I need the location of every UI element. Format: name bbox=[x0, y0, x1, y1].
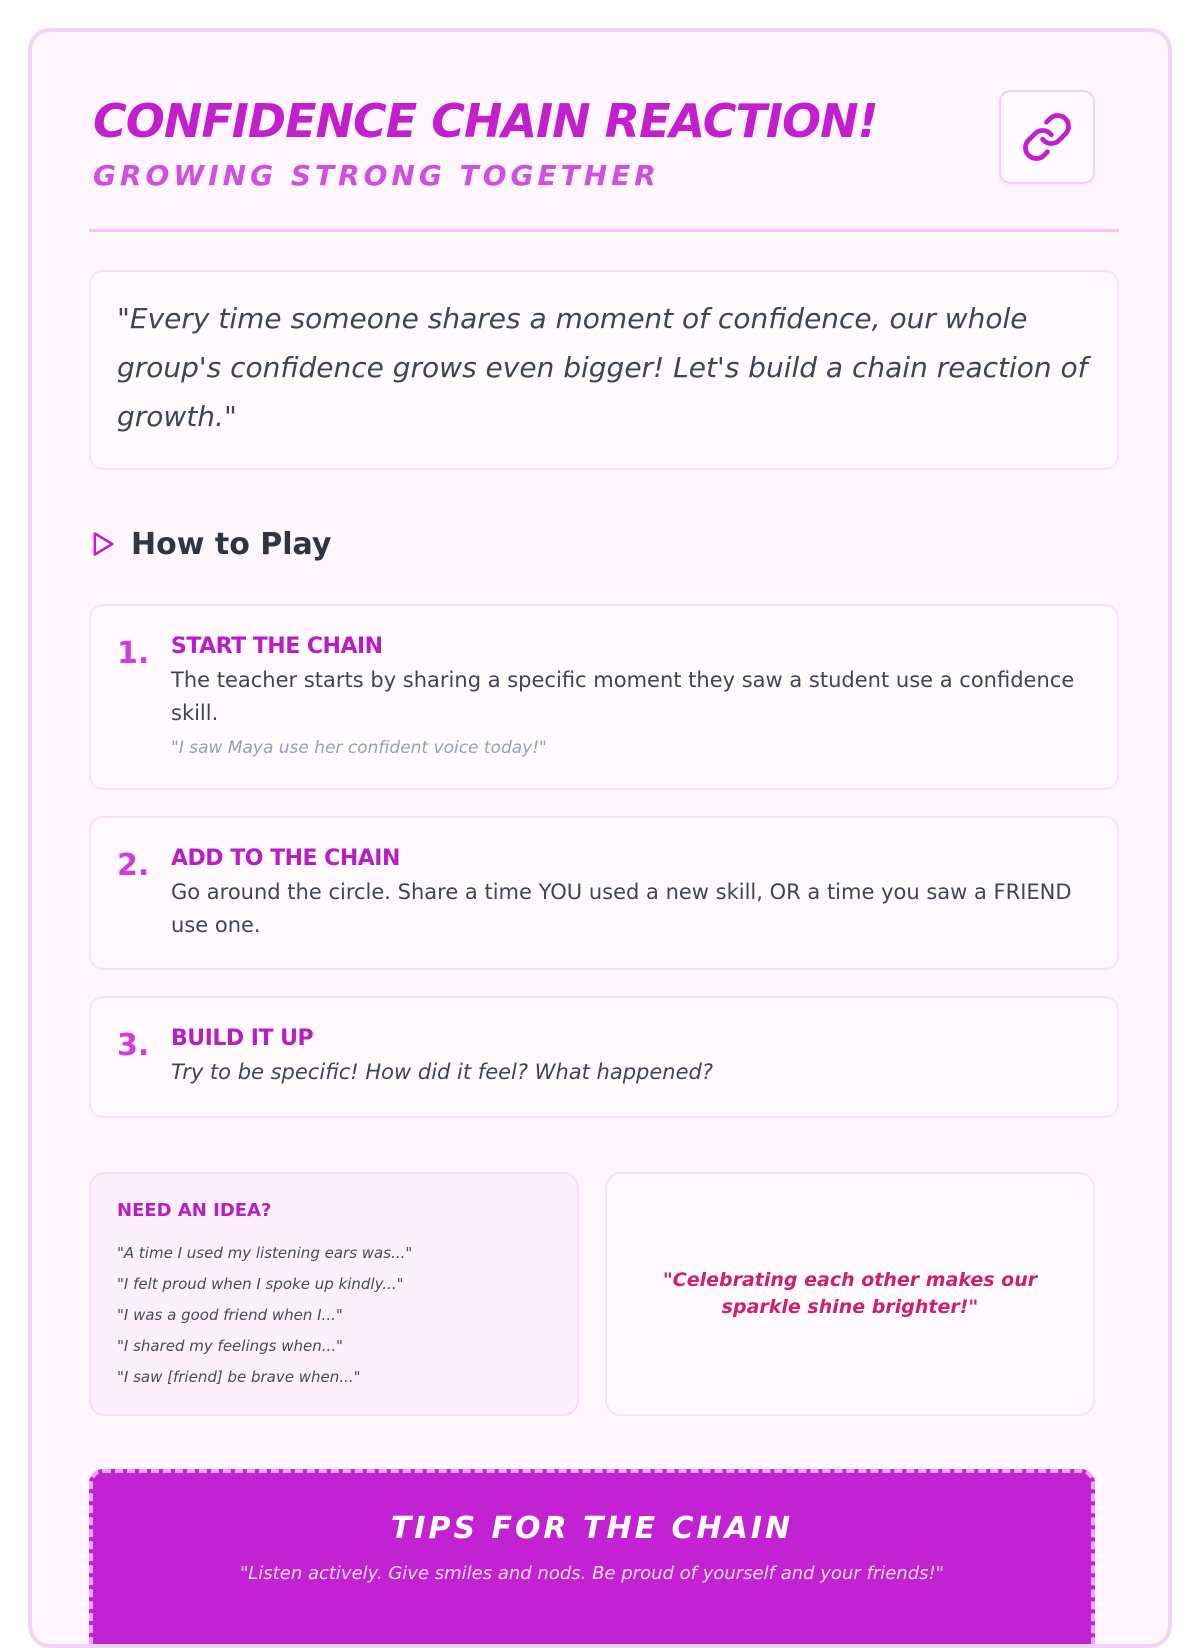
how-to-play-heading bbox=[89, 522, 331, 566]
tips-banner bbox=[89, 1469, 1095, 1648]
section-title: How to Play bbox=[131, 526, 332, 562]
step-content bbox=[171, 632, 1077, 760]
tips-text: "Listen actively. Give smiles and nods. Be proud of yourself and your friends!" bbox=[240, 1563, 944, 1584]
play-icon bbox=[89, 530, 117, 558]
idea-item: "I shared my feelings when..." bbox=[117, 1337, 343, 1355]
link-button[interactable] bbox=[999, 90, 1095, 184]
step-description: Go around the circle. Share a time YOU used a new skill, OR a time you saw a FRIEND use one. bbox=[171, 880, 1072, 937]
idea-item: "I felt proud when I spoke up kindly..." bbox=[117, 1275, 404, 1293]
intro-quote bbox=[89, 270, 1119, 470]
step-card bbox=[89, 996, 1119, 1118]
step-description: The teacher starts by sharing a specific moment they saw a student use a confidence skill. bbox=[171, 668, 1075, 725]
page-subtitle: GROWING STRONG TOGETHER bbox=[93, 159, 660, 192]
ideas-list bbox=[117, 1238, 412, 1393]
header bbox=[89, 84, 1119, 232]
step-title: ADD TO THE CHAIN bbox=[171, 846, 400, 871]
step-card bbox=[89, 604, 1119, 790]
step-content bbox=[171, 1024, 1077, 1089]
step-number: 3. bbox=[117, 1028, 150, 1063]
step-content bbox=[171, 844, 1077, 942]
ideas-box bbox=[89, 1172, 579, 1416]
step-number: 2. bbox=[117, 848, 150, 883]
step-example: "I saw Maya use her confident voice today!" bbox=[171, 738, 547, 758]
step-title: BUILD IT UP bbox=[171, 1026, 314, 1051]
idea-item: "I was a good friend when I..." bbox=[117, 1306, 343, 1324]
celebrate-quote: "Celebrating each other makes our sparkle shine brighter!" bbox=[662, 1269, 1038, 1318]
idea-item: "I saw [friend] be brave when..." bbox=[117, 1368, 361, 1386]
step-title: START THE CHAIN bbox=[171, 634, 383, 659]
link-icon bbox=[1021, 111, 1073, 163]
activity-card bbox=[28, 28, 1172, 1648]
step-number: 1. bbox=[117, 636, 150, 671]
step-card bbox=[89, 816, 1119, 970]
celebrate-box bbox=[605, 1172, 1095, 1416]
step-description: Try to be specific! How did it feel? What happened? bbox=[171, 1060, 714, 1084]
ideas-title: NEED AN IDEA? bbox=[117, 1200, 272, 1221]
idea-item: "A time I used my listening ears was..." bbox=[117, 1244, 413, 1262]
intro-quote-text: "Every time someone shares a moment of confidence, our whole group's confidence grows even bigger! Let's build a chain reaction of growth." bbox=[117, 302, 1088, 433]
tips-title: TIPS FOR THE CHAIN bbox=[390, 1511, 794, 1546]
page-title: CONFIDENCE CHAIN REACTION! bbox=[93, 94, 878, 148]
